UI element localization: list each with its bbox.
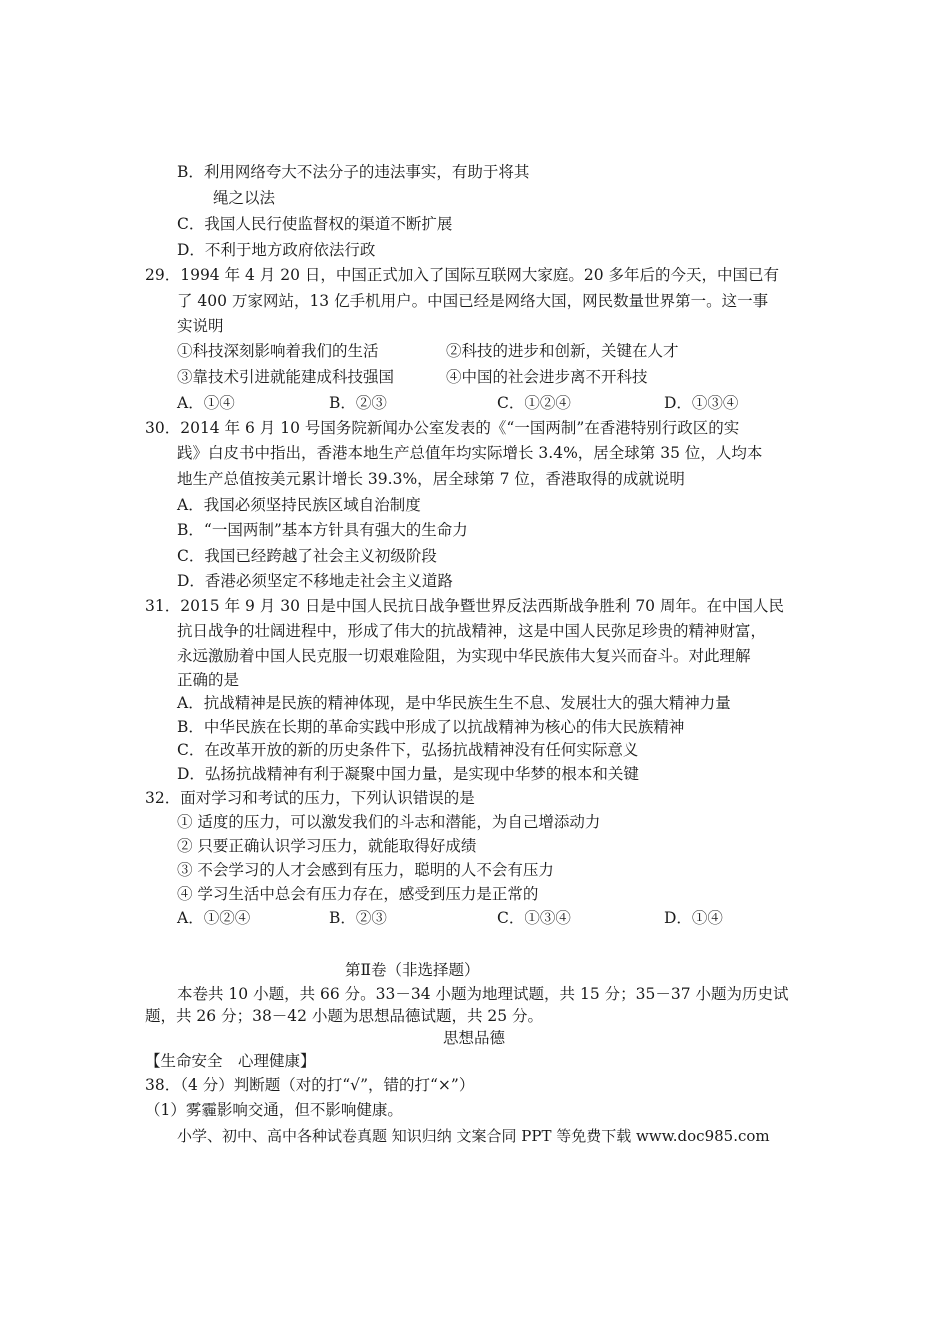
q28-option-c: C．我国人民行使监督权的渠道不断扩展 bbox=[177, 215, 453, 233]
q32-option-b: B．②③ bbox=[329, 909, 387, 927]
q28-option-b-line2: 绳之以法 bbox=[213, 189, 276, 207]
q29-option-c: C．①②④ bbox=[497, 394, 571, 412]
q38-item-1: （1）雾霾影响交通，但不影响健康。 bbox=[145, 1101, 403, 1119]
q32-option-d: D．①④ bbox=[664, 909, 723, 927]
q30-stem-line2: 践》白皮书中指出，香港本地生产总值年均实际增长 3.4%，居全球第 35 位，人均本 bbox=[177, 444, 763, 462]
q32-options bbox=[0, 908, 950, 928]
q30-option-c: C．我国已经跨越了社会主义初级阶段 bbox=[177, 547, 437, 565]
q29-option-d: D．①③④ bbox=[664, 394, 739, 412]
q31-stem-line2: 抗日战争的壮阔进程中，形成了伟大的抗战精神，这是中国人民弥足珍贵的精神财富， bbox=[177, 622, 767, 640]
q32-item-1: ① 适度的压力，可以激发我们的斗志和潜能，为自己增添动力 bbox=[177, 813, 601, 831]
q28-option-b-line1: B．利用网络夸大不法分子的违法事实，有助于将其 bbox=[177, 163, 530, 181]
q29-item-1: ①科技深刻影响着我们的生活 bbox=[177, 342, 379, 360]
q32-item-2: ② 只要正确认识学习压力，就能取得好成绩 bbox=[177, 837, 477, 855]
q29-options bbox=[0, 393, 950, 413]
q31-option-d: D．弘扬抗战精神有利于凝聚中国力量，是实现中华梦的根本和关键 bbox=[177, 765, 639, 783]
q29-stem-line2: 了 400 万家网站，13 亿手机用户。中国已经是网络大国，网民数量世界第一。这一事 bbox=[177, 292, 769, 310]
q29-item-2: ②科技的进步和创新，关键在人才 bbox=[446, 342, 679, 360]
subject-heading: 思想品德 bbox=[443, 1029, 506, 1047]
q31-stem-line3: 永远激励着中国人民克服一切艰难险阻，为实现中华民族伟大复兴而奋斗。对此理解 bbox=[177, 647, 751, 665]
q32-item-3: ③ 不会学习的人才会感到有压力，聪明的人不会有压力 bbox=[177, 861, 554, 879]
q32-item-4: ④ 学习生活中总会有压力存在，感受到压力是正常的 bbox=[177, 885, 539, 903]
q31-option-c: C．在改革开放的新的历史条件下，弘扬抗战精神没有任何实际意义 bbox=[177, 741, 639, 759]
section2-intro-line1: 本卷共 10 小题，共 66 分。33－34 小题为地理试题，共 15 分；35－37 小题为历史试 bbox=[177, 985, 789, 1003]
q29-item-3: ③靠技术引进就能建成科技强国 bbox=[177, 368, 395, 386]
footer-text: 小学、初中、高中各种试卷真题 知识归纳 文案合同 PPT 等免费下载 www.doc985.com bbox=[177, 1127, 770, 1145]
q32-option-a: A．①②④ bbox=[177, 909, 251, 927]
q32-stem: 32．面对学习和考试的压力，下列认识错误的是 bbox=[145, 789, 475, 807]
q29-option-a: A．①④ bbox=[177, 394, 235, 412]
q30-stem-line3: 地生产总值按美元累计增长 39.3%，居全球第 7 位，香港取得的成就说明 bbox=[177, 470, 685, 488]
q30-option-b: B．“一国两制”基本方针具有强大的生命力 bbox=[177, 521, 468, 539]
q30-option-d: D．香港必须坚定不移地走社会主义道路 bbox=[177, 572, 453, 590]
q29-stem-line1: 29．1994 年 4 月 20 日，中国正式加入了国际互联网大家庭。20 多年后的今天，中国已有 bbox=[145, 266, 780, 284]
q29-stem-line3: 实说明 bbox=[177, 317, 224, 335]
q31-option-b: B．中华民族在长期的革命实践中形成了以抗战精神为核心的伟大民族精神 bbox=[177, 718, 685, 736]
section2-intro-line2: 题，共 26 分；38－42 小题为思想品德试题，共 25 分。 bbox=[145, 1007, 544, 1025]
q29-item-4: ④中国的社会进步离不开科技 bbox=[446, 368, 648, 386]
q32-option-c: C．①③④ bbox=[497, 909, 571, 927]
section2-heading: 第Ⅱ卷（非选择题） bbox=[345, 961, 480, 979]
q31-stem-line1: 31．2015 年 9 月 30 日是中国人民抗日战争暨世界反法西斯战争胜利 70 周年。在中国人民 bbox=[145, 597, 784, 615]
q38-stem: 38．（4 分）判断题（对的打“√”，错的打“×”） bbox=[145, 1076, 475, 1094]
topic-heading: 【生命安全 心理健康】 bbox=[145, 1052, 316, 1070]
q29-option-b: B．②③ bbox=[329, 394, 387, 412]
q31-stem-line4: 正确的是 bbox=[177, 671, 240, 689]
q30-option-a: A．我国必须坚持民族区域自治制度 bbox=[177, 496, 421, 514]
q30-stem-line1: 30．2014 年 6 月 10 号国务院新闻办公室发表的《“一国两制”在香港特别行政区的实 bbox=[145, 419, 740, 437]
q31-option-a: A．抗战精神是民族的精神体现，是中华民族生生不息、发展壮大的强大精神力量 bbox=[177, 694, 731, 712]
q28-option-d: D．不利于地方政府依法行政 bbox=[177, 241, 376, 259]
